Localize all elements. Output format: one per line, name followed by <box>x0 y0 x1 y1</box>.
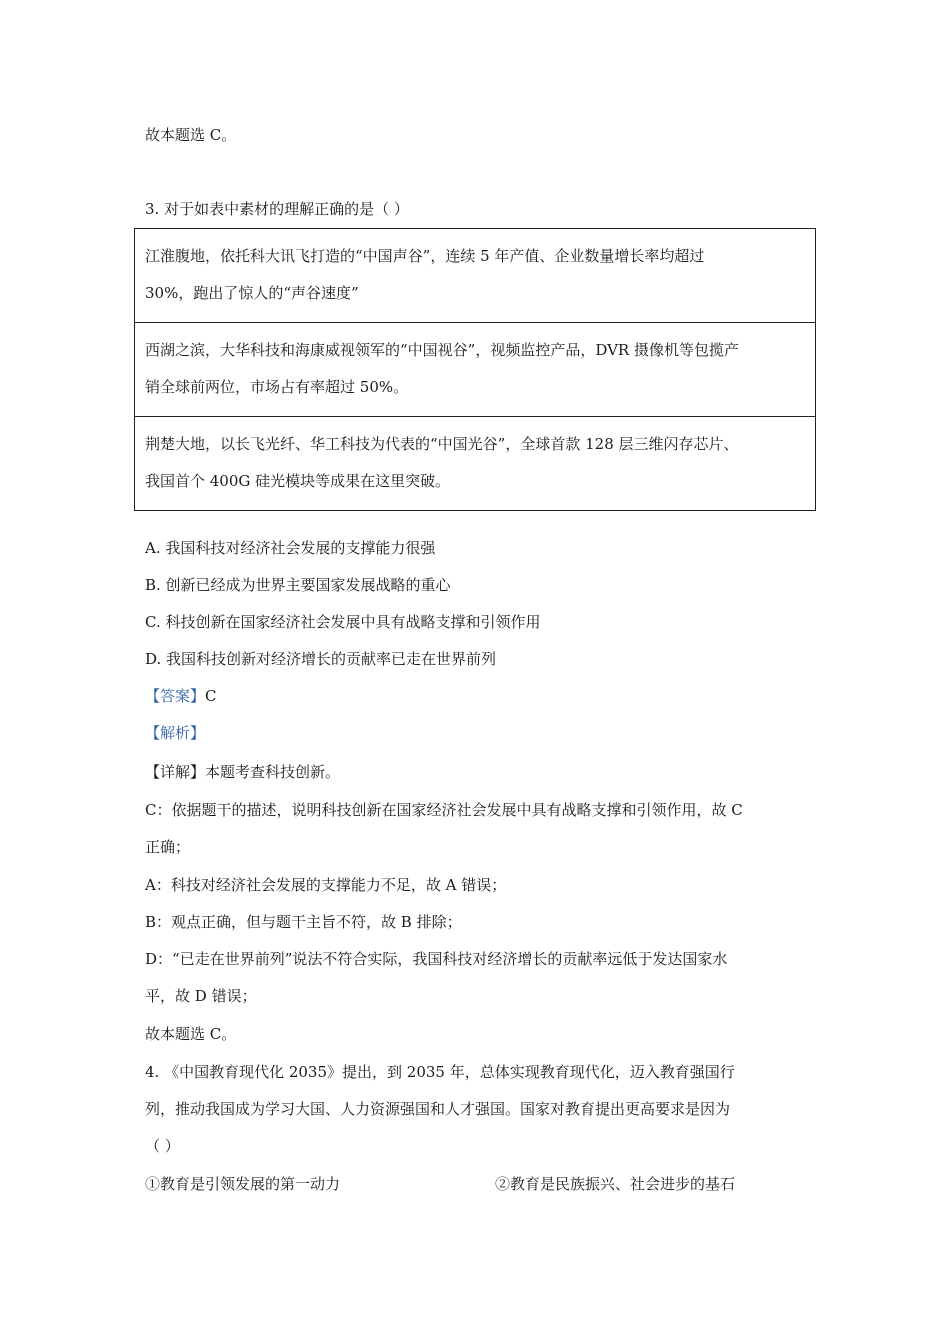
explain-c-line1: C：依据题干的描述，说明科技创新在国家经济社会发展中具有战略支撑和引领作用，故 C <box>145 801 743 819</box>
top-conclusion: 故本题选 C。 <box>145 126 237 144</box>
material-line: 西湖之滨，大华科技和海康威视领军的“中国视谷”，视频监控产品，DVR 摄像机等包揽产 <box>145 341 739 359</box>
material-table <box>134 228 816 511</box>
q3-conclusion: 故本题选 C。 <box>145 1025 237 1043</box>
material-line: 荆楚大地，以长飞光纤、华工科技为代表的“中国光谷”，全球首款 128 层三维闪存芯片、 <box>145 435 739 453</box>
analysis-tag: 【解析】 <box>145 724 206 742</box>
explain-b-line: B：观点正确，但与题干主旨不符，故 B 排除； <box>145 913 462 931</box>
q4-stem-line2: 列，推动我国成为学习大国、人力资源强国和人才强国。国家对教育提出更高要求是因为 <box>145 1100 731 1118</box>
option-d: D. 我国科技创新对经济增长的贡献率已走在世界前列 <box>145 650 497 668</box>
material-cell <box>135 323 816 417</box>
explain-a-line: A：科技对经济社会发展的支撑能力不足，故 A 错误； <box>145 876 507 894</box>
q4-item-1: ①教育是引领发展的第一动力 <box>145 1175 341 1193</box>
material-row <box>135 417 816 511</box>
option-a: A. 我国科技对经济社会发展的支撑能力很强 <box>145 539 436 557</box>
answer-line <box>145 686 217 706</box>
detail-line: 【详解】本题考查科技创新。 <box>145 763 341 781</box>
option-c: C. 科技创新在国家经济社会发展中具有战略支撑和引领作用 <box>145 613 541 631</box>
answer-value: C <box>205 687 217 705</box>
material-line: 销全球前两位，市场占有率超过 50%。 <box>145 378 409 396</box>
q4-stem-line3: （ ） <box>145 1137 180 1155</box>
option-b: B. 创新已经成为世界主要国家发展战略的重心 <box>145 576 451 594</box>
q4-stem-line1: 4. 《中国教育现代化 2035》提出，到 2035 年，总体实现教育现代化，迈入教育强国行 <box>145 1063 735 1081</box>
material-line: 我国首个 400G 硅光模块等成果在这里突破。 <box>145 472 451 490</box>
material-line: 江淮腹地，依托科大讯飞打造的“中国声谷”，连续 5 年产值、企业数量增长率均超过 <box>145 247 705 265</box>
material-cell <box>135 417 816 511</box>
material-row <box>135 323 816 417</box>
q4-item-2: ②教育是民族振兴、社会进步的基石 <box>495 1175 736 1193</box>
material-row <box>135 229 816 323</box>
explain-d-line2: 平，故 D 错误； <box>145 987 257 1005</box>
answer-tag: 【答案】 <box>145 687 206 705</box>
explain-c-line2: 正确； <box>145 838 191 856</box>
q3-stem: 3. 对于如表中素材的理解正确的是（ ） <box>145 200 409 218</box>
material-cell <box>135 229 816 323</box>
explain-d-line1: D：“已走在世界前列”说法不符合实际，我国科技对经济增长的贡献率远低于发达国家水 <box>145 950 728 968</box>
material-line: 30%，跑出了惊人的“声谷速度” <box>145 284 359 302</box>
